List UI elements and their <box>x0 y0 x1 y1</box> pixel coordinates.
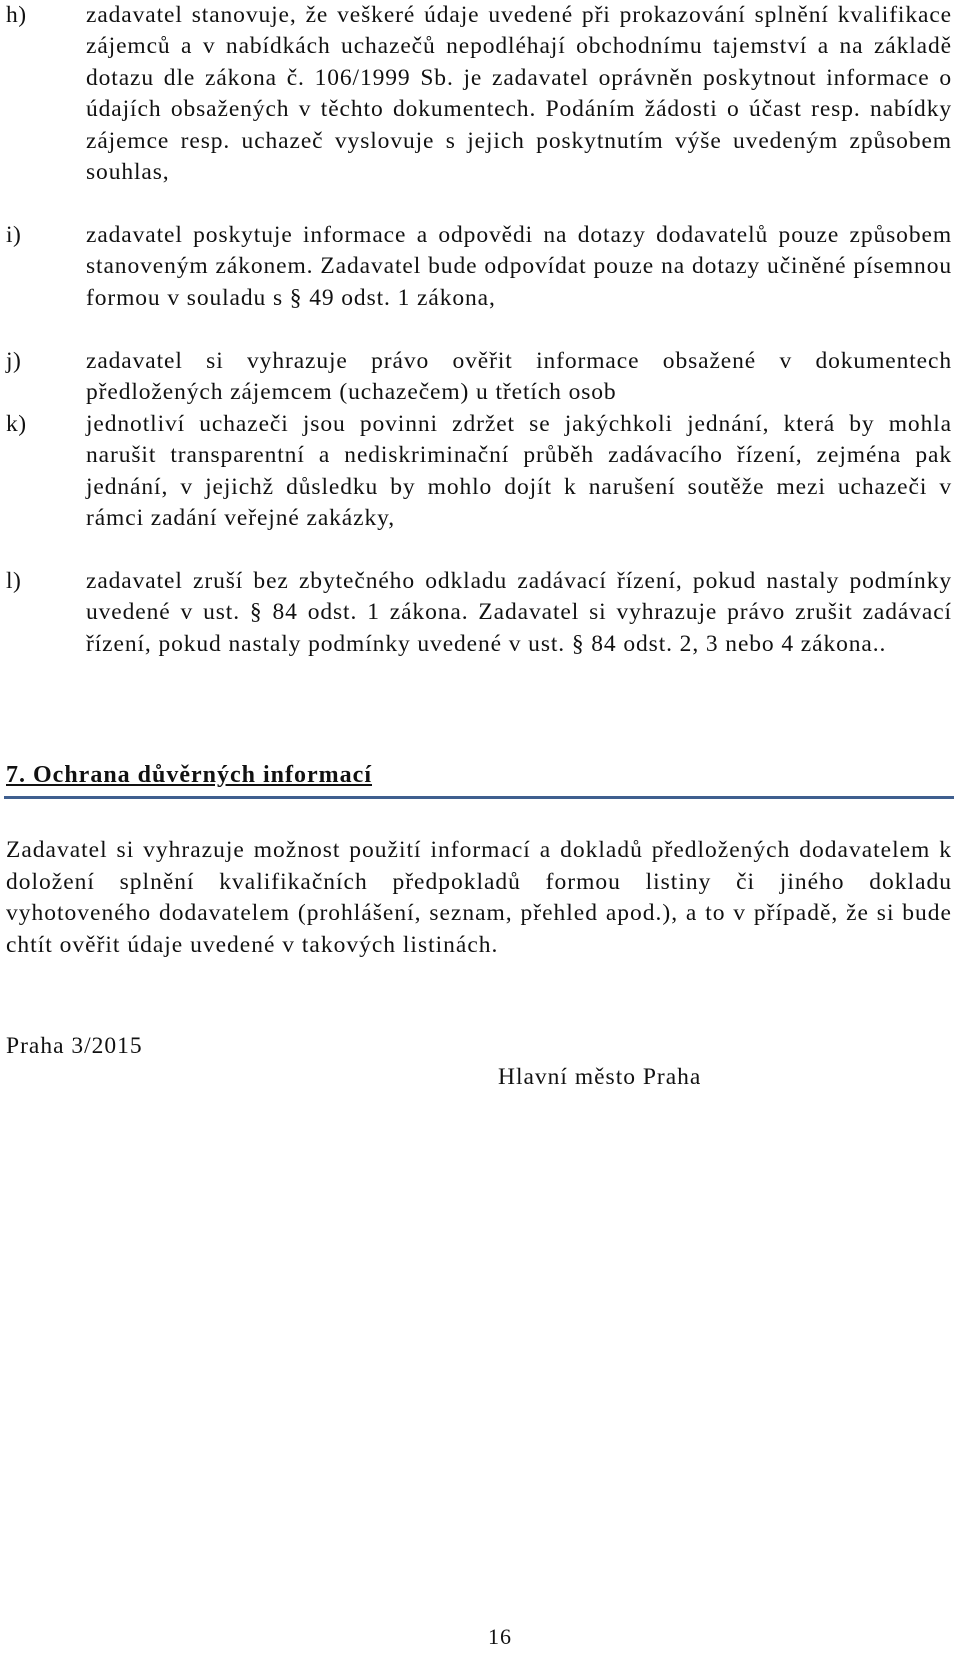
list-item-k <box>6 409 952 535</box>
list-item-text: zadavatel zruší bez zbytečného odkladu zadávací řízení, pokud nastaly podmínky uvedené v ust. § 84 odst. 1 zákona. Zadavatel si vyhrazuje právo zrušit zadávací řízení, pokud nastaly podmínky uvedené v ust. § 84 odst. 2, 3 nebo 4 zákona.. <box>86 568 952 657</box>
list-item-j <box>6 346 952 409</box>
list-marker: h) <box>6 2 27 28</box>
list-item-text: jednotliví uchazeči jsou povinni zdržet se jakýchkoli jednání, která by mohla narušit transparentní a nediskriminační průběh zadávacího řízení, zejména pak jednání, v jejichž důsledku by mohlo dojít k narušení soutěže mezi uchazeči v rámci zadání veřejné zakázky, <box>86 411 952 532</box>
section-divider <box>4 796 954 799</box>
page-number: 16 <box>488 1624 512 1649</box>
list-item-l <box>6 566 952 660</box>
list-item-i <box>6 220 952 314</box>
section-heading: 7. Ochrana důvěrných informací <box>6 762 372 788</box>
list-item-h <box>6 0 952 188</box>
list-marker: l) <box>6 568 22 594</box>
list-marker: k) <box>6 411 27 437</box>
list-marker: j) <box>6 348 22 374</box>
list-item-text: zadavatel poskytuje informace a odpovědi na dotazy dodavatelů pouze způsobem stanoveným zákonem. Zadavatel bude odpovídat pouze na dotazy učiněné písemnou formou v souladu s § 49 odst. 1 zákona, <box>86 222 952 311</box>
list-marker: i) <box>6 222 22 248</box>
list-item-text: zadavatel si vyhrazuje právo ověřit informace obsažené v dokumentech předložených zájemcem (uchazečem) u třetích osob <box>86 348 952 406</box>
list-item-text: zadavatel stanovuje, že veškeré údaje uvedené při prokazování splnění kvalifikace zájemců a v nabídkách uchazečů nepodléhají obchodnímu tajemství a na základě dotazu dle zákona č. 106/1999 Sb. je zadavatel oprávněn poskytnout informace o údajích obsažených v těchto dokumentech. Podáním žádosti o účast resp. nabídky zájemce resp. uchazeč vyslovuje s jejich poskytnutím výše uvedeným způsobem souhlas, <box>86 2 952 186</box>
section-paragraph: Zadavatel si vyhrazuje možnost použití informací a dokladů předložených dodavatelem k doložení splnění kvalifikačních předpokladů formou listiny či jiného dokladu vyhotoveného dodavatelem (prohlášení, seznam, přehled apod.), a to v případě, že si bude chtít ověřit údaje uvedené v takových listinách. <box>6 837 952 958</box>
signatory: Hlavní město Praha <box>498 1064 702 1090</box>
place-date: Praha 3/2015 <box>6 1033 143 1059</box>
